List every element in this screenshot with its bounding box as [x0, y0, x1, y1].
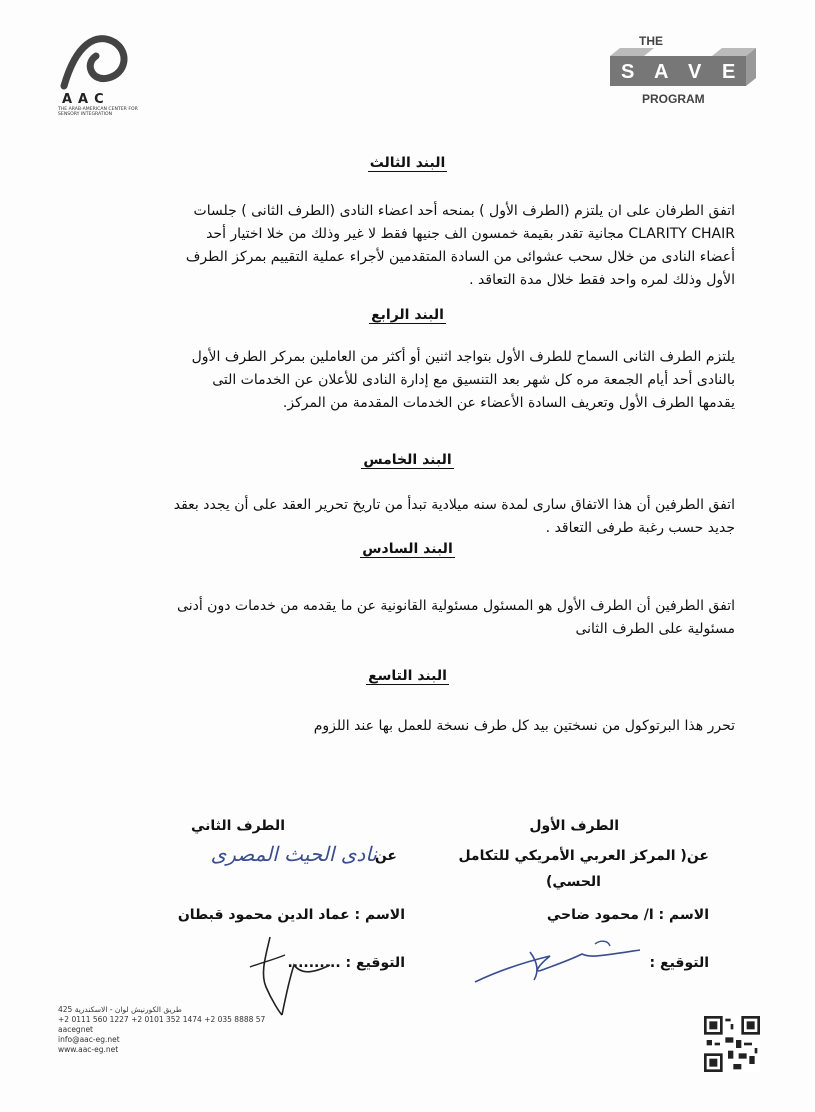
first-party-signature-icon: [470, 930, 650, 990]
first-party-org-cont: الحسي): [546, 874, 601, 890]
aac-logo-subtitle: THE ARAB-AMERICAN CENTER FOR SENSORY INTEGRATION: [58, 107, 138, 117]
footer-phones: +2 0111 560 1227 +2 0101 352 1474 +2 035 8888 57: [58, 1015, 266, 1024]
aac-logo: [44, 34, 154, 117]
footer-contact: [58, 1005, 358, 1055]
section-third-line-3: أعضاء النادى من خلال سحب عشوائى من السادة المتقدمين لأجراء عملية التقييم بمركز الطرف: [185, 249, 735, 265]
section-fourth-body: [80, 346, 735, 415]
section-ninth-title: البند التاسع: [368, 668, 447, 684]
first-party-sign-label: التوقيع :: [649, 955, 709, 971]
second-party-name: الاسم : عماد الدين محمود قبطان: [177, 907, 405, 923]
save-letter-a: A: [654, 61, 669, 83]
section-sixth-body: [80, 595, 735, 641]
section-ninth-body: [80, 715, 735, 738]
section-fourth-line-3: يقدمها الطرف الأول وتعريف السادة الأعضاء عن الخدمات المقدمة من المركز.: [282, 395, 735, 411]
save-letter-s: S: [621, 61, 635, 83]
save-letter-e: E: [722, 61, 736, 83]
save-program-logo: [604, 34, 764, 114]
second-party-on-behalf-label: عن: [374, 848, 397, 864]
section-sixth-title: البند السادس: [362, 541, 453, 557]
section-sixth-line-2: مسئولية على الطرف الثانى: [575, 621, 735, 637]
second-party-sign-label: التوقيع : ..........: [287, 955, 405, 971]
aac-logo-mark-icon: [56, 34, 136, 92]
section-fourth-line-1: يلتزم الطرف الثانى السماح للطرف الأول بتواجد اثنين أو أكثر من العاملين بمركر الطرف الأول: [191, 349, 735, 365]
footer-social: aacegnet: [58, 1025, 93, 1034]
second-party-handwritten-org: نادى الحيث المصرى: [210, 842, 377, 866]
section-third-title: البند الثالث: [369, 155, 446, 171]
section-sixth-line-1: اتفق الطرفين أن الطرف الأول هو المسئول مسئولية القانونية عن ما يقدمه من خدمات دون أدنى: [177, 598, 735, 614]
save-cubes-icon: [604, 48, 764, 92]
section-fourth-title: البند الرابع: [371, 307, 444, 323]
footer-address: 425 طريق الكورنيش لوان - الاسكندرية: [58, 1005, 182, 1014]
section-third-body: [80, 200, 735, 292]
first-party-title: الطرف الأول: [529, 818, 619, 834]
first-party-org: عن( المركز العربي الأمريكي للتكامل: [458, 848, 709, 864]
section-third-line-4: الأول وذلك لمره واحد فقط خلال مدة التعاقد .: [469, 272, 735, 288]
aac-logo-abbr: AAC: [62, 92, 110, 107]
section-fifth-line-1: اتفق الطرفين أن هذا الاتفاق سارى لمدة سنه ميلادية تبدأ من تاريخ تحرير العقد على أن يجدد بعقد: [173, 497, 735, 513]
second-party-title: الطرف الثاني: [191, 818, 285, 834]
qr-code-icon: [704, 1016, 760, 1072]
section-fifth-title: البند الخامس: [363, 452, 452, 468]
footer-email: info@aac-eg.net: [58, 1035, 120, 1044]
footer-web: www.aac-eg.net: [58, 1045, 119, 1054]
save-letter-v: V: [688, 61, 702, 83]
section-fifth-body: [80, 494, 735, 540]
first-party-name: الاسم : ا/ محمود ضاحي: [546, 907, 709, 923]
save-logo-program: PROGRAM: [642, 92, 705, 106]
section-ninth-line-1: تحرر هذا البرتوكول من نسختين بيد كل طرف نسخة للعمل بها عند اللزوم: [313, 718, 735, 734]
section-third-line-2: CLARITY CHAIR مجانية تقدر بقيمة خمسون الف جنيها فقط لا غير وذلك من خلا اختيار أحد: [206, 226, 735, 242]
save-logo-the: THE: [639, 34, 663, 48]
section-fourth-line-2: بالنادى أحد أيام الجمعة مره كل شهر بعد التنسيق مع إدارة النادى للأعلان عن الخدمات التى: [212, 372, 735, 388]
section-fifth-line-2: جديد حسب رغبة طرفى التعاقد .: [545, 520, 735, 536]
section-third-line-1: اتفق الطرفان على ان يلتزم (الطرف الأول ) بمنحه أحد اعضاء النادى (الطرف الثانى ) جلسات: [193, 203, 735, 219]
